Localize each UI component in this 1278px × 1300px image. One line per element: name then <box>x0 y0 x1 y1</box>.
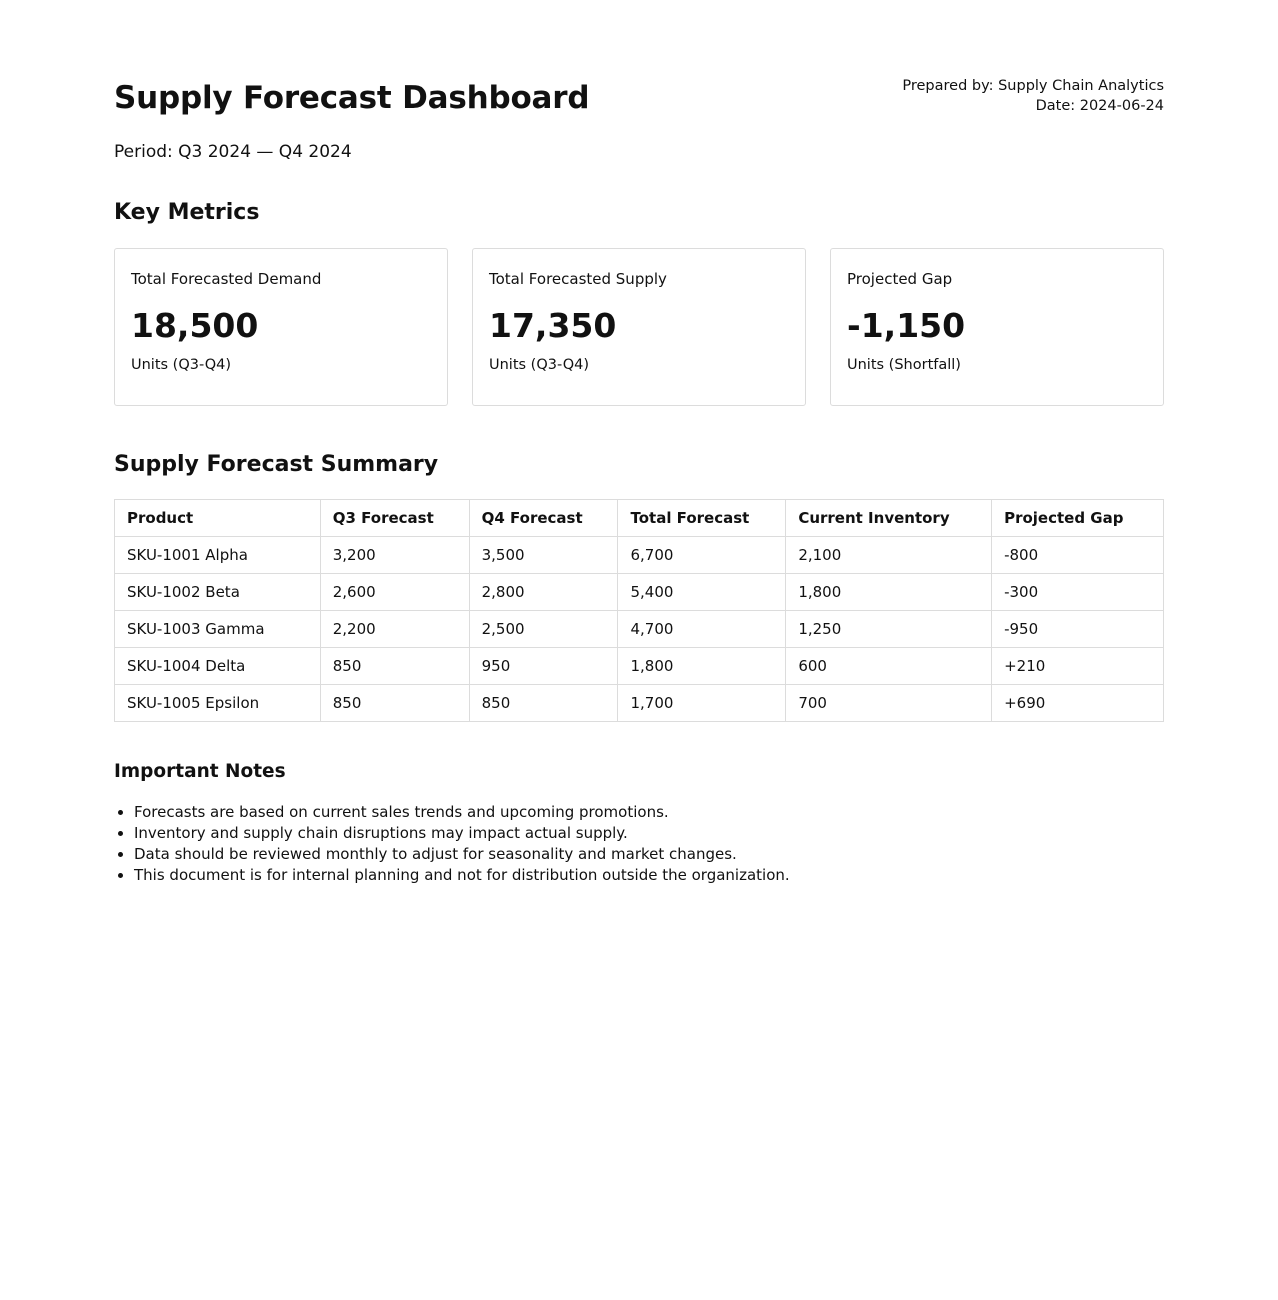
page-title: Supply Forecast Dashboard <box>114 80 590 116</box>
table-header-row <box>115 500 1164 537</box>
forecast-summary-table <box>114 499 1164 722</box>
column-header: Q3 Forecast <box>320 500 469 537</box>
table-cell: +210 <box>992 648 1164 685</box>
column-header: Projected Gap <box>992 500 1164 537</box>
table-cell: 700 <box>786 685 992 722</box>
metric-unit: Units (Q3-Q4) <box>489 357 590 373</box>
table-cell: -950 <box>992 611 1164 648</box>
metric-label: Total Forecasted Demand <box>131 270 322 288</box>
column-header: Current Inventory <box>786 500 992 537</box>
table-cell: 2,500 <box>469 611 618 648</box>
notes-title: Important Notes <box>114 761 286 782</box>
prepared-info <box>902 76 1164 116</box>
table-cell: -300 <box>992 574 1164 611</box>
table-row <box>115 611 1164 648</box>
metric-card-demand <box>114 248 448 406</box>
column-header: Q4 Forecast <box>469 500 618 537</box>
table-cell: 1,250 <box>786 611 992 648</box>
table-cell: 3,200 <box>320 537 469 574</box>
table-cell: 2,100 <box>786 537 992 574</box>
metric-card-supply <box>472 248 806 406</box>
list-item: • This document is for internal planning and not for distribution outside the organization. <box>134 865 1164 886</box>
table-cell: SKU-1004 Delta <box>115 648 321 685</box>
table-cell: 1,700 <box>618 685 786 722</box>
table-cell: 850 <box>320 648 469 685</box>
table-cell: 950 <box>469 648 618 685</box>
metric-card-gap <box>830 248 1164 406</box>
table-row <box>115 648 1164 685</box>
period-label: Period: Q3 2024 — Q4 2024 <box>114 142 352 162</box>
metrics-row <box>114 248 1164 406</box>
metric-value: 18,500 <box>131 306 259 345</box>
table-cell: 850 <box>320 685 469 722</box>
metric-value: -1,150 <box>847 306 966 345</box>
table-cell: SKU-1003 Gamma <box>115 611 321 648</box>
column-header: Product <box>115 500 321 537</box>
table-cell: 1,800 <box>618 648 786 685</box>
table-cell: -800 <box>992 537 1164 574</box>
table-cell: 4,700 <box>618 611 786 648</box>
list-item: • Inventory and supply chain disruptions may impact actual supply. <box>134 823 1164 844</box>
prepared-by: Prepared by: Supply Chain Analytics <box>902 78 1164 94</box>
metric-value: 17,350 <box>489 306 617 345</box>
metric-label: Total Forecasted Supply <box>489 270 667 288</box>
table-cell: 3,500 <box>469 537 618 574</box>
column-header: Total Forecast <box>618 500 786 537</box>
table-row <box>115 537 1164 574</box>
table-cell: 6,700 <box>618 537 786 574</box>
table-cell: 600 <box>786 648 992 685</box>
metric-unit: Units (Q3-Q4) <box>131 357 232 373</box>
metric-label: Projected Gap <box>847 270 953 288</box>
list-item: • Data should be reviewed monthly to adjust for seasonality and market changes. <box>134 844 1164 865</box>
key-metrics-title: Key Metrics <box>114 200 260 225</box>
dashboard-page <box>114 0 1164 886</box>
table-cell: 850 <box>469 685 618 722</box>
table-cell: SKU-1001 Alpha <box>115 537 321 574</box>
notes-list <box>114 802 1164 886</box>
table-cell: +690 <box>992 685 1164 722</box>
table-cell: 2,600 <box>320 574 469 611</box>
table-cell: 2,200 <box>320 611 469 648</box>
table-cell: SKU-1005 Epsilon <box>115 685 321 722</box>
table-row <box>115 574 1164 611</box>
table-row <box>115 685 1164 722</box>
report-date: Date: 2024-06-24 <box>1035 98 1164 114</box>
page-header <box>114 76 1164 136</box>
list-item: • Forecasts are based on current sales trends and upcoming promotions. <box>134 802 1164 823</box>
table-cell: 5,400 <box>618 574 786 611</box>
metric-unit: Units (Shortfall) <box>847 357 961 373</box>
summary-title: Supply Forecast Summary <box>114 452 439 477</box>
table-cell: SKU-1002 Beta <box>115 574 321 611</box>
table-cell: 1,800 <box>786 574 992 611</box>
table-cell: 2,800 <box>469 574 618 611</box>
